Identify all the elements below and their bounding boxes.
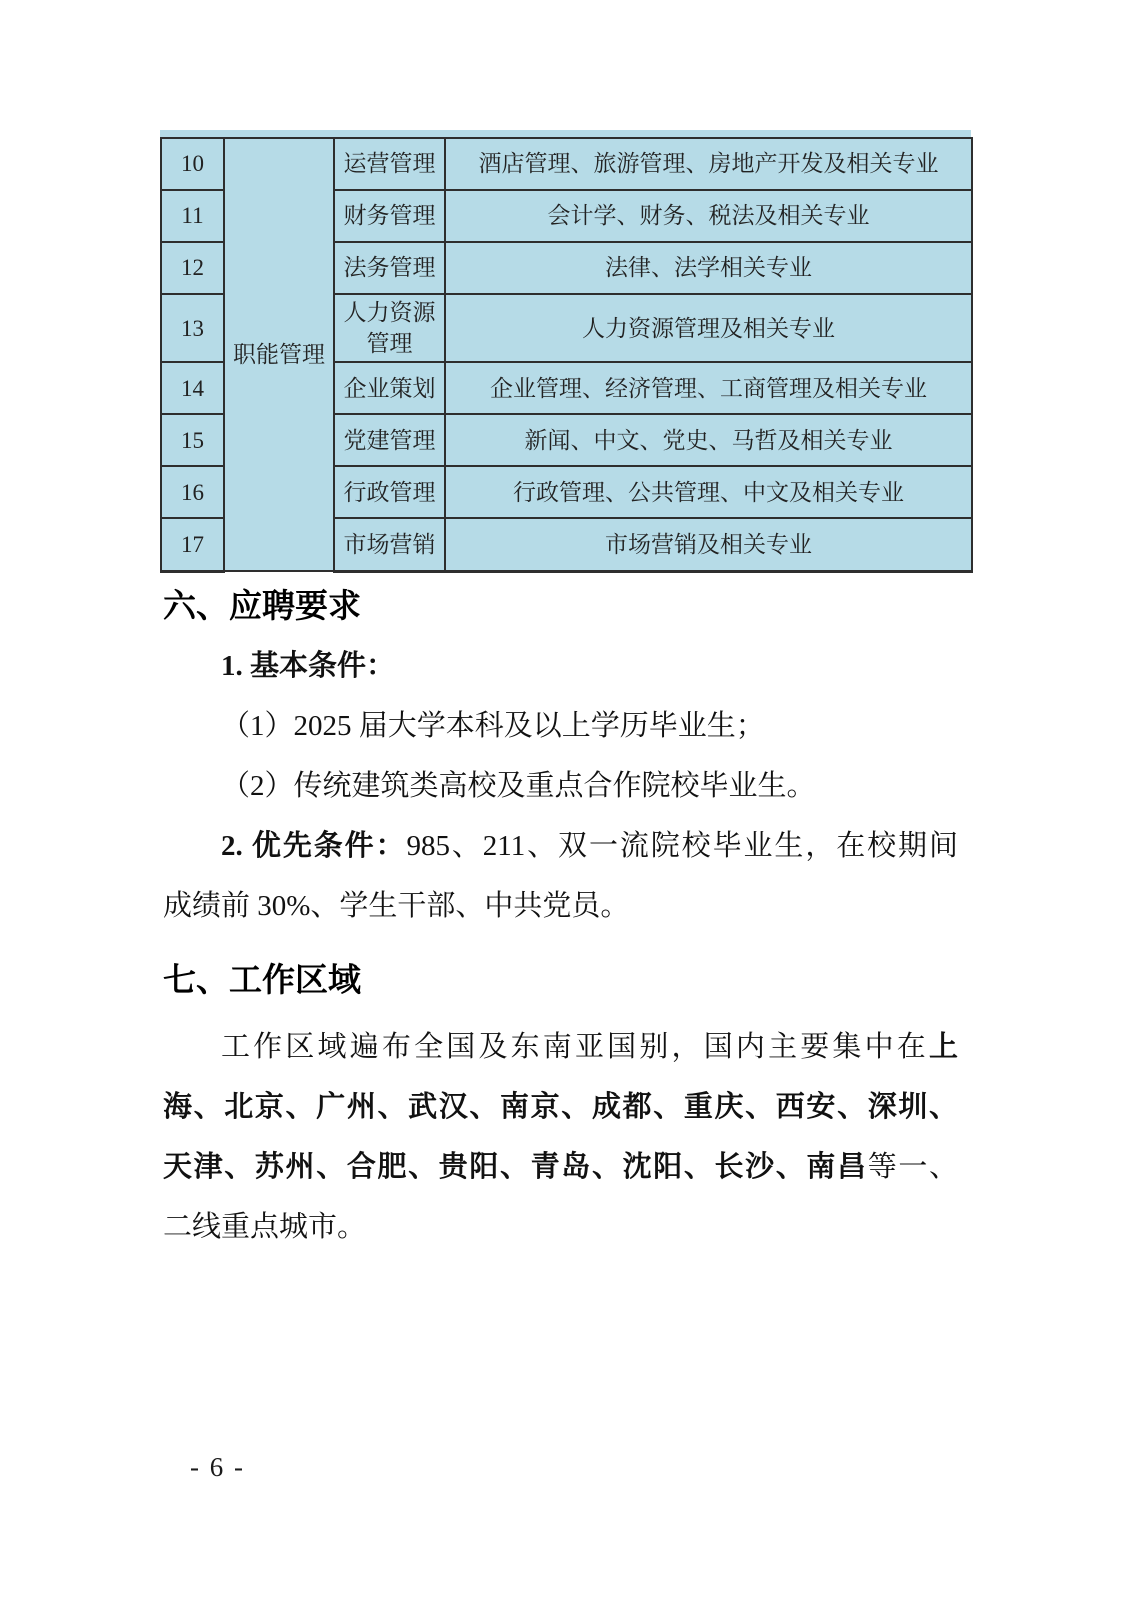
majors-cell: 法律、法学相关专业 [445,242,972,294]
text-segment: 2. 优先条件： [221,830,407,862]
position-cell: 运营管理 [334,138,445,190]
text-segment: 海、北京、广州、武汉、南京、成都、重庆、西安、深圳、 [163,1091,958,1123]
text-segment: 上 [928,1031,958,1063]
category-cell: 职能管理 [224,138,334,571]
row-number-cell: 16 [161,466,224,518]
row-number-cell: 10 [161,138,224,190]
text-line [163,756,958,816]
text-segment: 天津、苏州、合肥、贵阳、青岛、沈阳、长沙、南昌 [163,1151,868,1183]
document-sections [163,572,958,1257]
section [163,950,958,1257]
section [163,576,958,936]
text-segment: 985、211、双一流院校毕业生，在校期间 [406,830,958,862]
majors-cell: 会计学、财务、税法及相关专业 [445,190,972,242]
row-number-cell: 14 [161,362,224,414]
position-cell: 企业策划 [334,362,445,414]
position-cell: 人力资源管理 [334,294,445,362]
section-heading: 七、工作区域 [163,961,361,998]
text-line [163,696,958,756]
text-segment: 等一、 [867,1151,958,1183]
text-segment: 工作区域遍布全国及东南亚国别，国内主要集中在 [221,1031,929,1063]
table-carryover-strip [160,130,971,137]
position-cell: 法务管理 [334,242,445,294]
position-cell: 市场营销 [334,518,445,571]
text-line [163,1137,958,1197]
text-line [163,1017,958,1077]
row-number-cell: 11 [161,190,224,242]
position-cell: 财务管理 [334,190,445,242]
row-number-cell: 12 [161,242,224,294]
text-segment: 成绩前 30%、学生干部、中共党员。 [163,890,630,922]
section-heading: 六、应聘要求 [163,587,361,624]
majors-cell: 行政管理、公共管理、中文及相关专业 [445,466,972,518]
majors-cell: 市场营销及相关专业 [445,518,972,571]
row-number-cell: 15 [161,414,224,466]
position-table-container [160,130,971,573]
majors-cell: 新闻、中文、党史、马哲及相关专业 [445,414,972,466]
text-line [163,876,958,936]
position-cell: 党建管理 [334,414,445,466]
majors-cell: 人力资源管理及相关专业 [445,294,972,362]
text-segment: （2）传统建筑类高校及重点合作院校毕业生。 [221,770,816,802]
position-cell: 行政管理 [334,466,445,518]
text-segment: （1）2025 届大学本科及以上学历毕业生； [221,710,765,742]
text-line [163,1197,958,1257]
position-table-tbody [161,138,972,571]
table-row [161,138,972,190]
text-line [163,636,958,696]
majors-cell: 酒店管理、旅游管理、房地产开发及相关专业 [445,138,972,190]
text-segment: 1. 基本条件： [221,650,396,682]
text-line [163,816,958,876]
text-segment: 二线重点城市。 [163,1211,367,1243]
row-number-cell: 17 [161,518,224,571]
page-number: - 6 - [190,1452,245,1482]
row-number-cell: 13 [161,294,224,362]
text-line [163,1077,958,1137]
majors-cell: 企业管理、经济管理、工商管理及相关专业 [445,362,972,414]
position-table [160,137,973,573]
